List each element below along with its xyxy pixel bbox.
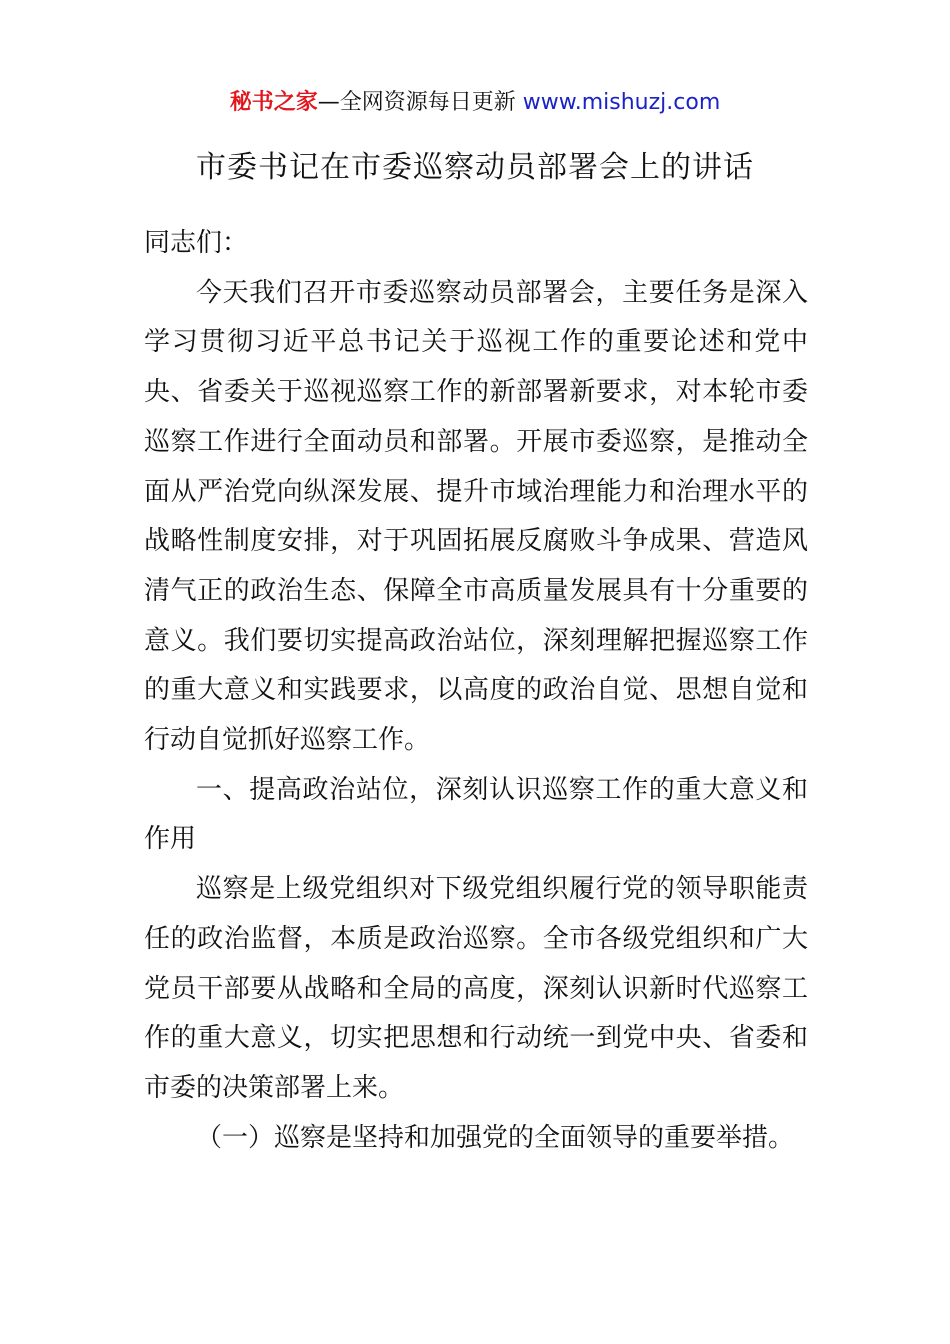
salutation: 同志们： <box>144 228 249 258</box>
paragraph-section-1: 巡察是上级党组织对下级党组织履行党的领导职能责任的政治监督，本质是政治巡察。全市各级党组织和广大党员干部要从战略和全局的高度，深刻认识新时代巡察工作的重大意义，切实把思想和行动统一到党中央、省委和市委的决策部署上来。 <box>144 874 808 1103</box>
section-heading-1: 一、提高政治站位，深刻认识巡察工作的重大意义和作用 <box>144 774 808 855</box>
site-url-link[interactable]: www.mishuzj.com <box>522 90 721 115</box>
site-slogan: —全网资源每日更新 <box>317 90 516 115</box>
subsection-heading-1: （一）巡察是坚持和加强党的全面领导的重要举措。 <box>196 1122 795 1153</box>
site-brand: 秘书之家 <box>229 90 318 115</box>
document-body <box>144 219 808 1163</box>
site-header <box>0 88 950 118</box>
document-title: 市委书记在市委巡察动员部署会上的讲话 <box>196 150 754 185</box>
paragraph-intro: 今天我们召开市委巡察动员部署会，主要任务是深入学习贯彻习近平总书记关于巡视工作的重要论述和党中央、省委关于巡视巡察工作的新部署新要求，对本轮市委巡察工作进行全面动员和部署。开展市委巡察，是推动全面从严治党向纵深发展、提升市域治理能力和治理水平的战略性制度安排，对于巩固拓展反腐败斗争成果、营造风清气正的政治生态、保障全市高质量发展具有十分重要的意义。我们要切实提高政治站位，深刻理解把握巡察工作的重大意义和实践要求，以高度的政治自觉、思想自觉和行动自觉抓好巡察工作。 <box>144 277 808 756</box>
